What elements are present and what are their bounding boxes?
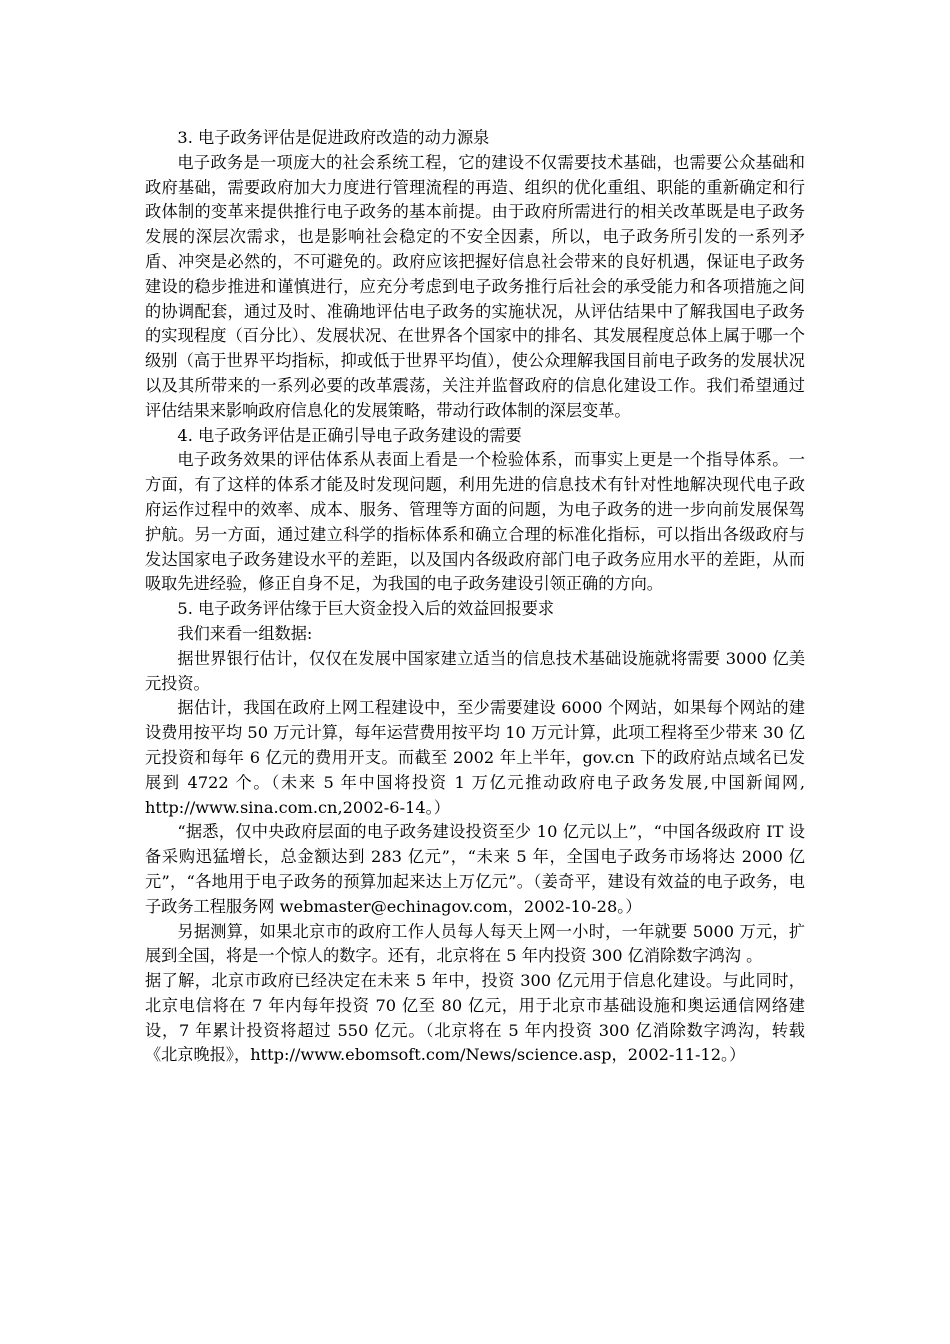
section-heading-4: 4. 电子政务评估是正确引导电子政务建设的需要 xyxy=(177,425,522,445)
section-heading-5: 5. 电子政务评估缘于巨大资金投入后的效益回报要求 xyxy=(177,599,555,619)
body-paragraph: “据悉，仅中央政府层面的电子政务建设投资至少 10 亿元以上”，“中国各级政府 IT 设备采购迅猛增长，总金额达到 283 亿元”，“未来 5 年，全国电子政务市场将达 2000 亿元”，“各地用于电子政务的预算加起来达上万亿元”。（姜奇平，建设有效益的电子政务，电子政务工程服务网 webmaster@echinagov.com，2002-10-28。） xyxy=(145,822,805,916)
body-paragraph: 据了解，北京市政府已经决定在未来 5 年中，投资 300 亿元用于信息化建设。与此同时，北京电信将在 7 年内每年投资 70 亿至 80 亿元，用于北京市基础设施和奥运通信网络建设，7 年累计投资将超过 550 亿元。（北京将在 5 年内投资 300 亿消除数字鸿沟，转载《北京晚报》，http://www.ebomsoft.com/News/science.asp，2002-11-12。） xyxy=(145,971,805,1065)
body-paragraph: 电子政务效果的评估体系从表面上看是一个检验体系，而事实上更是一个指导体系。一方面，有了这样的体系才能及时发现问题，利用先进的信息技术有针对性地解决现代电子政府运作过程中的效率、成本、服务、管理等方面的问题，为电子政务的进一步向前发展保驾护航。另一方面，通过建立科学的指标体系和确立合理的标准化指标，可以指出各级政府与发达国家电子政务建设水平的差距，以及国内各级政府部门电子政务应用水平的差距，从而吸取先进经验，修正自身不足，为我国的电子政务建设引领正确的方向。 xyxy=(145,450,805,594)
body-paragraph: 电子政务是一项庞大的社会系统工程，它的建设不仅需要技术基础，也需要公众基础和政府基础，需要政府加大力度进行管理流程的再造、组织的优化重组、职能的重新确定和行政体制的变革来提供推行电子政务的基本前提。由于政府所需进行的相关改革既是电子政务发展的深层次需求，也是影响社会稳定的不安全因素，所以，电子政务所引发的一系列矛盾、冲突是必然的，不可避免的。政府应该把握好信息社会带来的良好机遇，保证电子政务建设的稳步推进和谨慎进行，应充分考虑到电子政务推行后社会的承受能力和各项措施之间的协调配套，通过及时、准确地评估电子政务的实施状况，从评估结果中了解我国电子政务的实现程度（百分比）、发展状况、在世界各个国家中的排名、其发展程度总体上属于哪一个级别（高于世界平均指标，抑或低于世界平均值），使公众理解我国目前电子政务的发展状况以及其所带来的一系列必要的改革震荡，关注并监督政府的信息化建设工作。我们希望通过评估结果来影响政府信息化的发展策略，带动行政体制的深层变革。 xyxy=(145,152,805,420)
body-paragraph: 据估计，我国在政府上网工程建设中，至少需要建设 6000 个网站，如果每个网站的建设费用按平均 50 万元计算，每年运营费用按平均 10 万元计算，此项工程将至少带来 30 亿元投资和每年 6 亿元的费用开支。而截至 2002 年上半年，gov.cn 下的政府站点域名已发展到 4722 个。（未来 5 年中国将投资 1 万亿元推动政府电子政务发展,中国新闻网, http://www.sina.com.cn,2002-6-14。） xyxy=(145,698,805,817)
body-paragraph: 我们来看一组数据: xyxy=(177,623,313,643)
body-paragraph: 另据测算，如果北京市的政府工作人员每人每天上网一小时，一年就要 5000 万元，扩展到全国，将是一个惊人的数字。还有，北京将在 5 年内投资 300 亿消除数字鸿沟 。 xyxy=(145,921,805,966)
body-paragraph: 据世界银行估计，仅仅在发展中国家建立适当的信息技术基础设施就将需要 3000 亿美元投资。 xyxy=(145,648,805,693)
document-page xyxy=(145,126,805,1068)
section-heading-3: 3. 电子政务评估是促进政府改造的动力源泉 xyxy=(177,128,490,147)
